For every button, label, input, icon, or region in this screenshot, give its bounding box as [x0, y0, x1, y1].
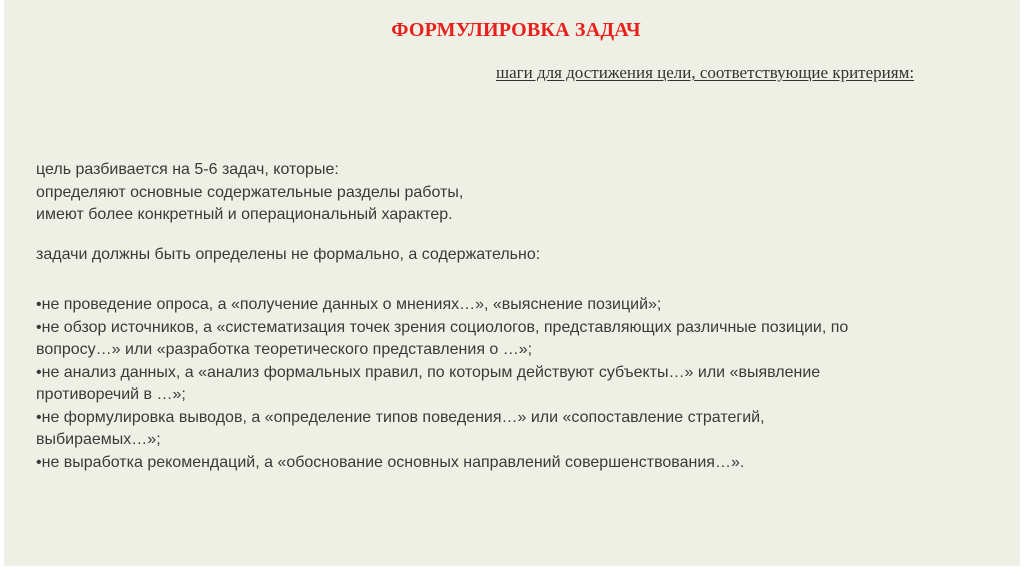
bullet-line: •не проведение опроса, а «получение данных о мнениях…», «выяснение позиций»;	[36, 296, 662, 313]
intro-line: имеют более конкретный и операциональный характер.	[36, 206, 453, 223]
bullet-line: •не выработка рекомендаций, а «обоснование основных направлений совершенствования…».	[36, 453, 745, 471]
task-bullet-list	[36, 294, 976, 474]
intro-paragraph	[36, 159, 976, 227]
intro-line: определяют основные содержательные разделы работы,	[36, 183, 464, 201]
bullet-line: •не формулировка выводов, а «определение типов поведения…» или «сопоставление стратегий,	[36, 408, 765, 426]
bullet-line: противоречий в …»;	[36, 386, 186, 403]
intro-line: цель разбивается на 5-6 задач, которые:	[36, 161, 339, 178]
requirement-text: задачи должны быть определены не формально, а содержательно:	[36, 246, 541, 263]
bullet-line: вопросу…» или «разработка теоретического представления о …»;	[36, 341, 533, 358]
bullet-line: •не анализ данных, а «анализ формальных правил, по которым действуют субъекты…» или «выявление	[36, 363, 821, 381]
bullet-line: выбираемых…»;	[36, 431, 161, 448]
slide-subtitle: шаги для достижения цели, соответствующие критериям:	[496, 63, 915, 82]
bullet-line: •не обзор источников, а «систематизация точек зрения социологов, представляющих различные позиции, по	[36, 318, 849, 336]
slide-title: ФОРМУЛИРОВКА ЗАДАЧ	[391, 19, 641, 41]
slide	[4, 0, 1020, 566]
